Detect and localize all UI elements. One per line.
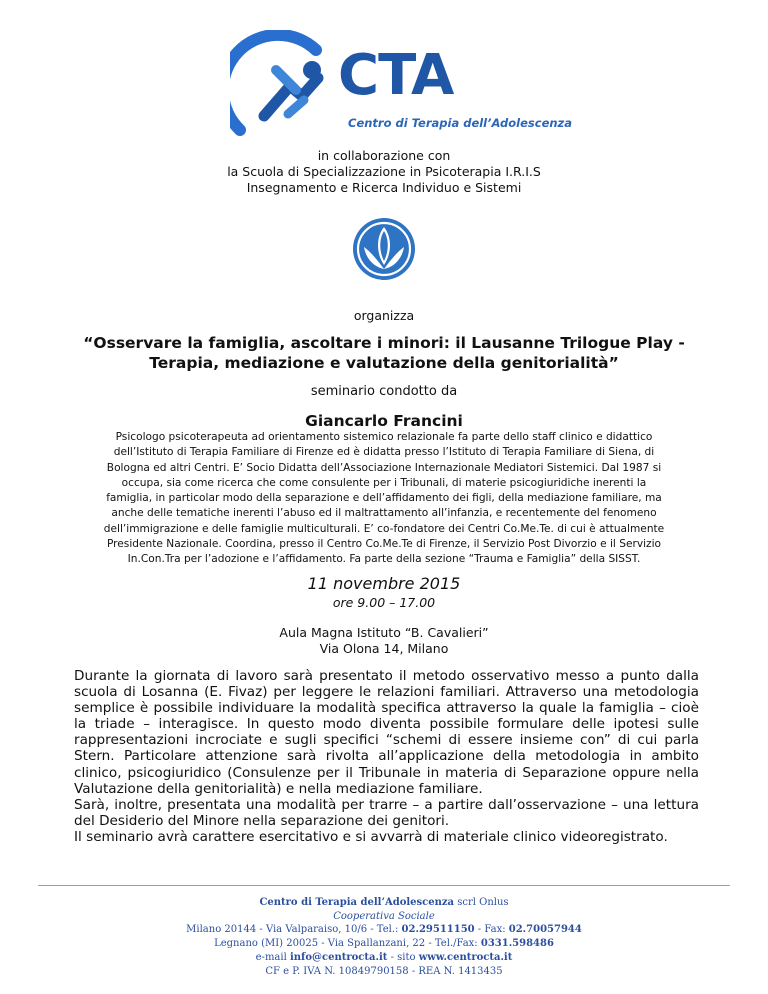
footer-milano-fax: 02.70057944 [508, 924, 582, 936]
description-paragraph: Il seminario avrà carattere esercitativo e si avvarrà di materiale clinico videoregistrato. [74, 828, 668, 845]
footer-org-suffix: scrl Onlus [454, 897, 509, 908]
footer-milano-line [0, 923, 768, 937]
speaker-bio-line: Presidente Nazionale. Coordina, presso il Centro Co.Me.Te di Firenze, il Servizio Post Divorzio e il Servizio [106, 538, 662, 551]
venue-address: Via Olona 14, Milano [319, 641, 449, 656]
footer-legnano-address: Legnano (MI) 20025 - Via Spallanzani, 22 - Tel./Fax: [214, 938, 481, 950]
footer-site-label: - sito [387, 951, 419, 963]
venue-name: Aula Magna Istituto “B. Cavalieri” [279, 625, 489, 640]
footer-milano-address: Milano 20144 - Via Valparaiso, 10/6 - Tel.: [186, 924, 402, 936]
speaker-bio-line: anche delle tematiche inerenti l’abuso ed il maltrattamento all’infanzia, e recentemente del fenomeno [111, 507, 657, 520]
seminar-title-line1: “Osservare la famiglia, ascoltare i minori: il Lausanne Trilogue Play - [83, 334, 685, 352]
footer-legnano-tel: 0331.598486 [480, 938, 554, 950]
footer-milano-tel: 02.29511150 [401, 924, 475, 936]
logo-wordmark: CTA [338, 43, 454, 108]
event-description [74, 668, 699, 845]
collaboration-line: in collaborazione con [317, 148, 451, 163]
speaker-bio-line: Psicologo psicoterapeuta ad orientamento sistemico relazionale fa parte dello staff clinico e didattico [115, 431, 653, 443]
footer-org-name: Centro di Terapia dell’Adolescenza [259, 897, 455, 908]
speaker-bio-line: dell’immigrazione e delle famiglie multiculturali. E’ co-fondatore dei Centri Co.Me.Te. di cui è attualmente [103, 522, 665, 535]
collaboration-school-subtitle: Insegnamento e Ricerca Individuo e Sistemi [246, 180, 522, 195]
seminar-title-line2: Terapia, mediazione e valutazione della genitorialità” [149, 354, 619, 372]
footer-divider [38, 885, 730, 886]
speaker-bio-line: In.Con.Tra per l’adozione e l’affidamento. Fa parte della sezione “Trauma e Famiglia” della SISST. [127, 553, 641, 566]
collaboration-block [0, 148, 768, 196]
seminar-title [0, 333, 768, 373]
event-time: ore 9.00 – 17.00 [332, 595, 436, 610]
speaker-bio-line: Bologna ed altri Centri. E’ Socio Didatta dell’Associazione Internazionale Mediatori Sistemici. Dal 1987 si [106, 461, 662, 474]
footer-email-link[interactable]: info@centrocta.it [289, 951, 388, 963]
footer [0, 896, 768, 978]
iris-emblem-icon [352, 217, 416, 281]
speaker-bio-line: dell’Istituto di Terapia Familiare di Firenze ed è didatta presso l’Istituto di Terapia Familiare di Siena, di [113, 446, 655, 459]
description-paragraph: Sarà, inoltre, presentata una modalità per trarre – a partire dall’osservazione – una lettura del Desiderio del Minore nella separazione dei genitori. [74, 796, 699, 829]
organizer-label: organizza [353, 308, 415, 323]
footer-contact-line [0, 951, 768, 965]
speaker-bio-line: famiglia, in particolar modo della separazione e dell’affidamento dei figli, della mediazione familiare, ma [106, 492, 662, 505]
footer-site-link[interactable]: www.centrocta.it [418, 951, 513, 963]
speaker-name: Giancarlo Francini [305, 412, 463, 430]
footer-org-line [0, 896, 768, 910]
conducted-by-label: seminario condotto da [310, 384, 458, 399]
event-date: 11 novembre 2015 [307, 574, 461, 593]
footer-legnano-line [0, 937, 768, 951]
footer-coop [0, 910, 768, 924]
collaboration-school: la Scuola di Specializzazione in Psicoterapia I.R.I.S [227, 164, 541, 179]
description-paragraph: Durante la giornata di lavoro sarà presentato il metodo osservativo messo a punto dalla scuola di Losanna (E. Fivaz) per leggere le relazioni familiari. Attraverso una metodologia semplice è possibile individuare la modalità specifica attraverso la quale la famiglia – cioè la triade – interagisce. In questo modo diventa possibile formulare delle ipotesi sulle rappresentazioni incrociate e sugli specifici “schemi di essere insieme con” di cui parla Stern. Particolare attenzione sarà rivolta all’applicazione della metodologia in ambito clinico, psicogiuridico (Consulenze per il Tribunale in materia di Separazione oppure nella Valutazione della genitorialità) e nella mediazione familiare. [74, 668, 699, 797]
logo-subtitle: Centro di Terapia dell’Adolescenza [348, 116, 573, 130]
speaker-bio [40, 430, 728, 568]
cta-logo [230, 30, 573, 140]
footer-coop-label: Cooperativa Sociale [333, 910, 435, 922]
event-venue [0, 625, 768, 657]
speaker-bio-line: occupa, sia come ricerca che come consulente per i Tribunali, di materie psicogiuridiche inerenti la [121, 476, 647, 489]
footer-fax-label: - Fax: [474, 924, 509, 936]
footer-fiscal: CF e P. IVA N. 10849790158 - REA N. 1413435 [265, 965, 503, 977]
footer-email-label: e-mail [255, 951, 290, 963]
cta-logo-mark-icon [230, 30, 340, 140]
